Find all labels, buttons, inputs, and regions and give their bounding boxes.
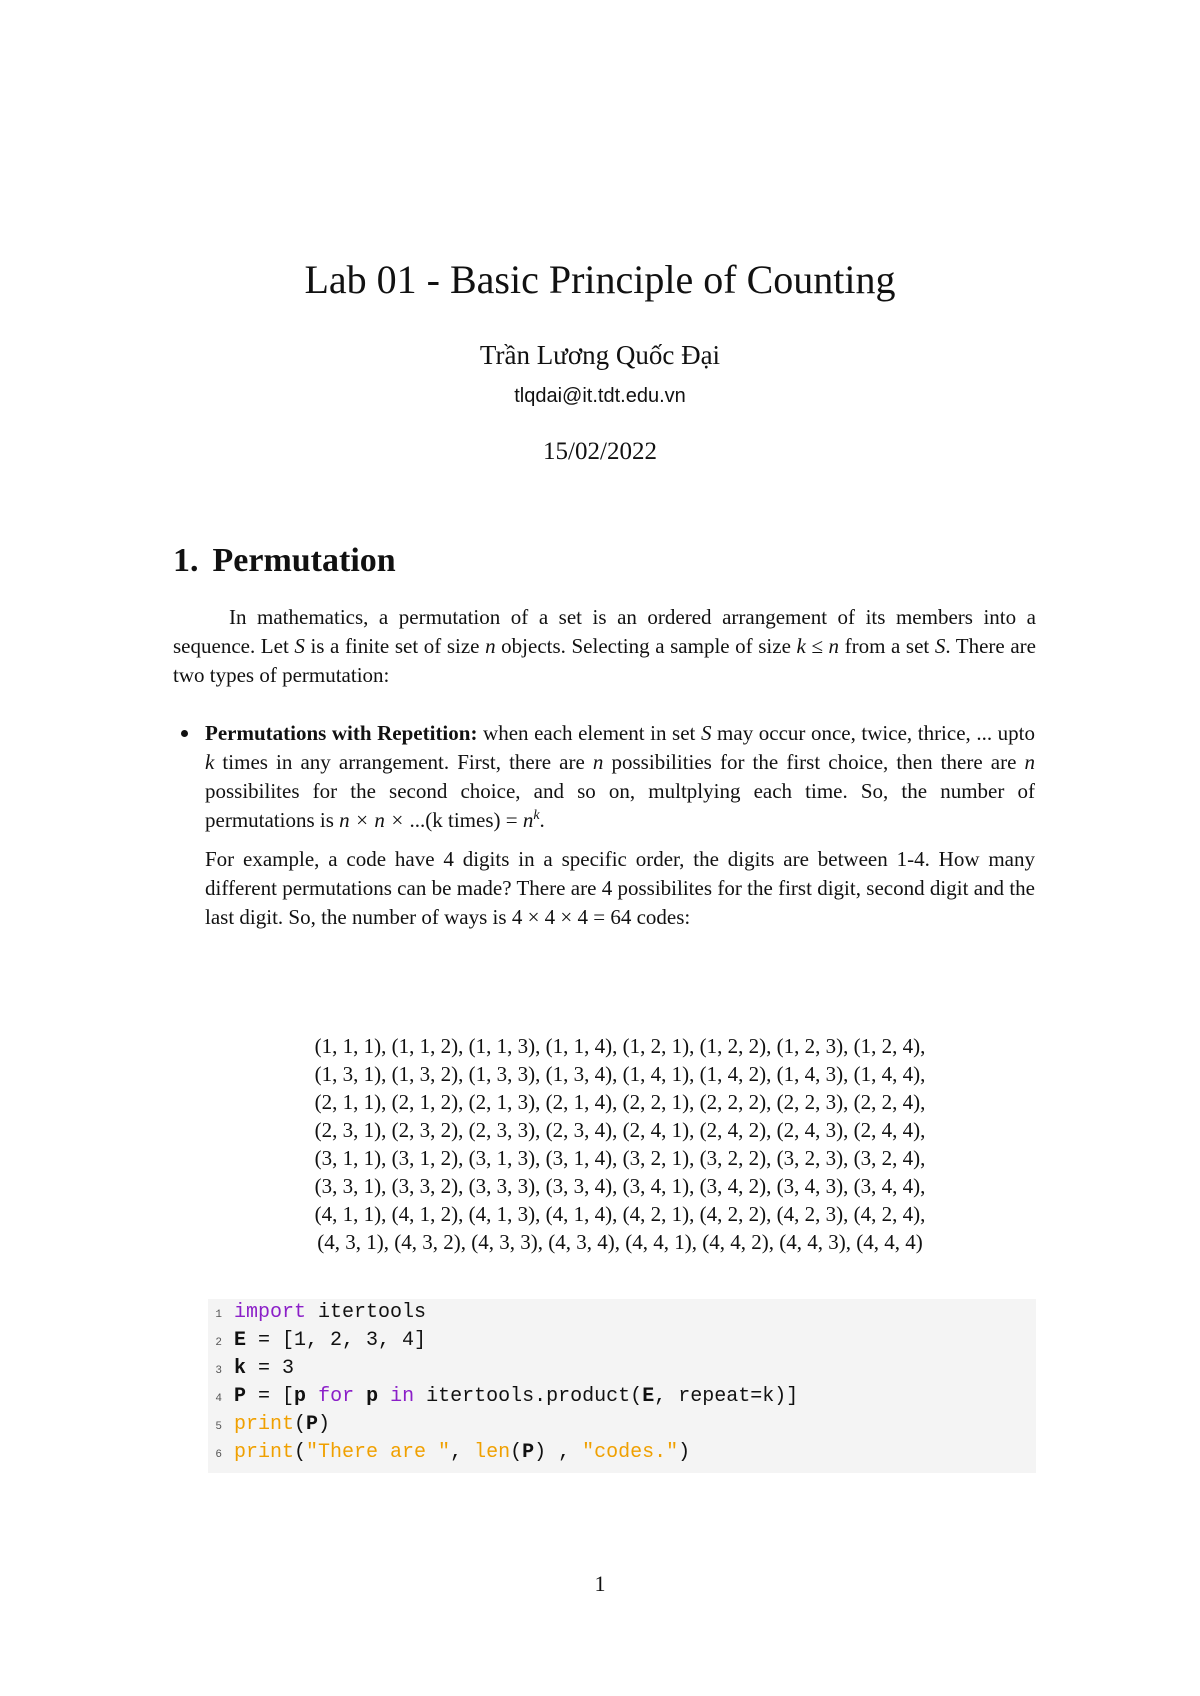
author-name: Trần Lương Quốc Đại xyxy=(479,340,721,370)
tuple-row: (2, 1, 1), (2, 1, 2), (2, 1, 3), (2, 1, 4), (2, 2, 1), (2, 2, 2), (2, 2, 3), (2, 2, 4), xyxy=(314,1090,926,1114)
line-number: 3 xyxy=(215,1365,222,1377)
code-listing xyxy=(208,1299,1036,1473)
document-title: Lab 01 - Basic Principle of Counting xyxy=(304,257,896,302)
permutation-types-list xyxy=(205,719,1035,932)
line-number: 4 xyxy=(215,1393,222,1405)
permutation-tuples xyxy=(200,1032,1040,1256)
section-number: 1. xyxy=(173,542,199,579)
tuple-row: (1, 1, 1), (1, 1, 2), (1, 1, 3), (1, 1, 4), (1, 2, 1), (1, 2, 2), (1, 2, 3), (1, 2, 4), xyxy=(314,1034,926,1058)
bullet-paragraph: Permutations with Repetition: when each element in set S may occur once, twice, thrice, ... upto k times in any arrangement. First, there are n possibilities for the first choice, then there are n possibilites for the second choice, and so on, multplying each time. So, the number of permutations is n × n × ...(k times) = $n^k$. xyxy=(205,721,1036,832)
bullet-heading: Permutations with Repetition: xyxy=(205,721,478,745)
section-title-text: Permutation xyxy=(212,542,396,579)
bullet-icon xyxy=(181,730,188,737)
code-line: 5 print(P) xyxy=(208,1411,1036,1439)
tuple-row: (4, 3, 1), (4, 3, 2), (4, 3, 3), (4, 3, 4), (4, 4, 1), (4, 4, 2), (4, 4, 3), (4, 4, 4) xyxy=(317,1230,923,1254)
example-formula: 4 × 4 × 4 = 64 xyxy=(511,905,632,929)
tuple-row: (4, 1, 1), (4, 1, 2), (4, 1, 3), (4, 1, 4), (4, 2, 1), (4, 2, 2), (4, 2, 3), (4, 2, 4), xyxy=(314,1202,926,1226)
tuple-row: (2, 3, 1), (2, 3, 2), (2, 3, 3), (2, 3, 4), (2, 4, 1), (2, 4, 2), (2, 4, 3), (2, 4, 4), xyxy=(314,1118,926,1142)
code-line: 1 import itertools xyxy=(208,1299,1036,1327)
line-number: 2 xyxy=(215,1337,222,1349)
code-line: 4 P = [p for p in itertools.product(E, repeat=k)] xyxy=(208,1383,1036,1411)
code-line: 6 print("There are ", len(P) , "codes.") xyxy=(208,1439,1036,1467)
permutation-formula: n × n × ...(k times) = $n^k$ xyxy=(339,808,540,832)
line-number: 5 xyxy=(215,1421,222,1433)
tuple-row: (3, 1, 1), (3, 1, 2), (3, 1, 3), (3, 1, 4), (3, 2, 1), (3, 2, 2), (3, 2, 3), (3, 2, 4), xyxy=(314,1146,926,1170)
intro-paragraph: In mathematics, a permutation of a set is an ordered arrangement of its members into a sequence. Let S is a finite set of size n objects. Selecting a sample of size k ≤ n from a set S. There are two types of permutation: xyxy=(173,605,1036,687)
section-heading xyxy=(173,540,396,582)
code-line: 2 E = [1, 2, 3, 4] xyxy=(208,1327,1036,1355)
tuple-row: (1, 3, 1), (1, 3, 2), (1, 3, 3), (1, 3, 4), (1, 4, 1), (1, 4, 2), (1, 4, 3), (1, 4, 4), xyxy=(314,1062,926,1086)
line-number: 6 xyxy=(215,1449,222,1461)
page-number: 1 xyxy=(594,1571,606,1596)
tuple-row: (3, 3, 1), (3, 3, 2), (3, 3, 3), (3, 3, 4), (3, 4, 1), (3, 4, 2), (3, 4, 3), (3, 4, 4), xyxy=(314,1174,926,1198)
code-line: 3 k = 3 xyxy=(208,1355,1036,1383)
list-item xyxy=(205,719,1035,932)
document-date: 15/02/2022 xyxy=(543,438,657,465)
line-number: 1 xyxy=(215,1309,222,1321)
author-email: tlqdai@it.tdt.edu.vn xyxy=(514,385,686,407)
example-paragraph: For example, a code have 4 digits in a specific order, the digits are between 1-4. How many different permutations can be made? There are 4 possibilites for the first digit, second digit and the last digit. So, the number of ways is 4 × 4 × 4 = 64 codes: xyxy=(205,847,1035,929)
